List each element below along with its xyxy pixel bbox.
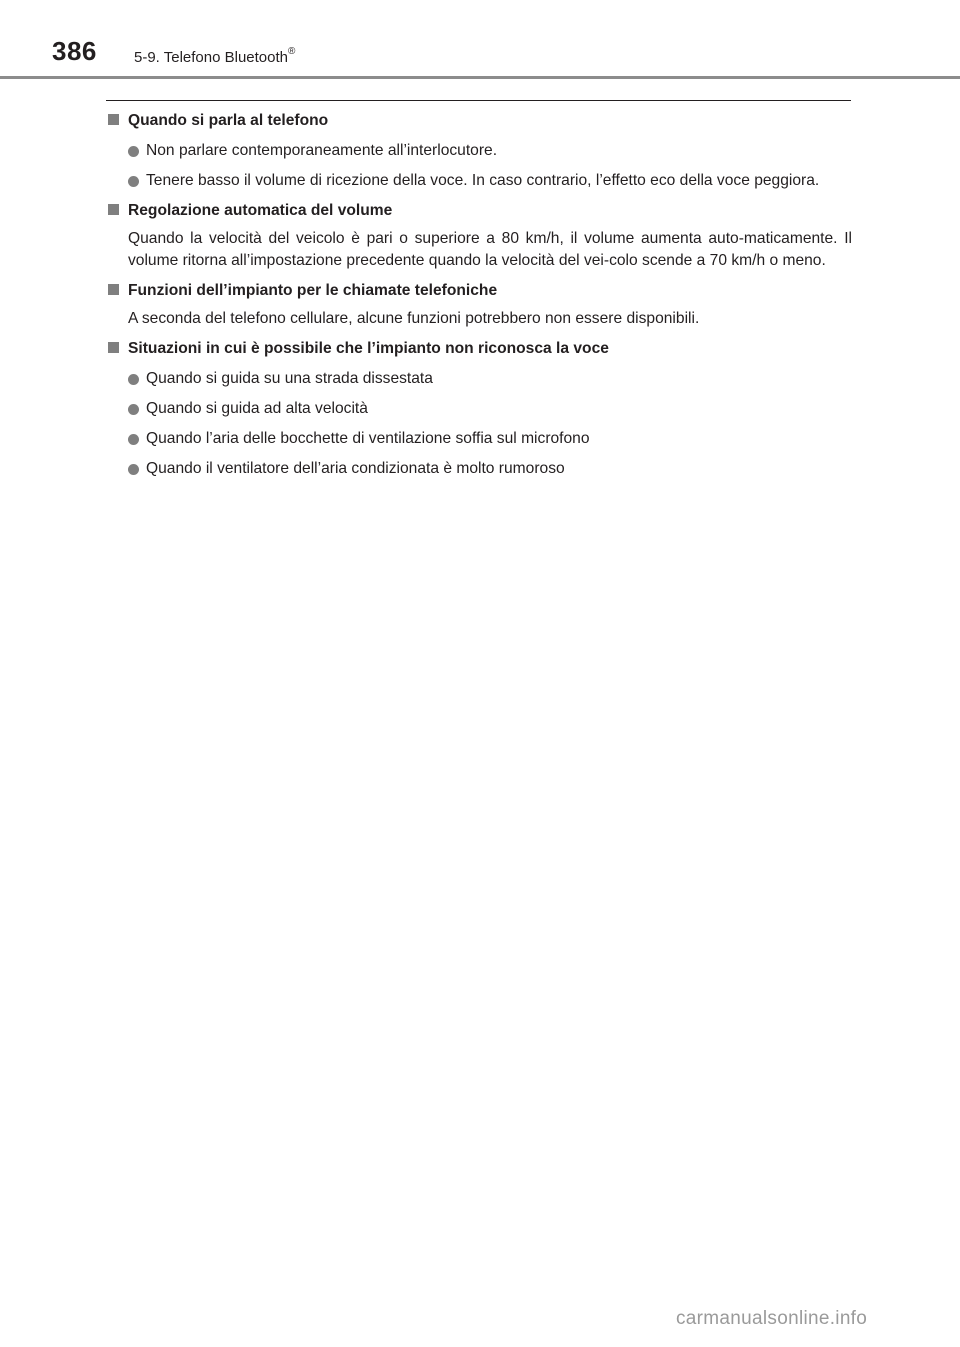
section-heading-text: Regolazione automatica del volume (128, 202, 393, 219)
list-item (108, 398, 852, 420)
section-heading (108, 200, 852, 222)
list-item (108, 368, 852, 390)
dot-bullet-icon (128, 434, 139, 445)
watermark: carmanualsonline.info (676, 1308, 868, 1329)
list-item (108, 428, 852, 450)
square-bullet-icon (108, 284, 119, 295)
list-item-text: Quando il ventilatore dell’aria condizionata è molto rumoroso (146, 460, 565, 477)
registered-mark: ® (288, 46, 296, 57)
section-heading-text: Situazioni in cui è possibile che l’impianto non riconosca la voce (128, 340, 609, 357)
dot-bullet-icon (128, 464, 139, 475)
page-header (0, 0, 960, 80)
list-item-text: Tenere basso il volume di ricezione della voce. In caso contrario, l’effetto eco della voce peggiora. (146, 172, 820, 189)
dot-bullet-icon (128, 176, 139, 187)
list-item (108, 458, 852, 480)
section-heading (108, 280, 852, 302)
list-item-text: Quando l’aria delle bocchette di ventilazione soffia sul microfono (146, 430, 590, 447)
section-paragraph: A seconda del telefono cellulare, alcune funzioni potrebbero non essere disponibili. (128, 310, 700, 327)
section-heading-text: Funzioni dell’impianto per le chiamate telefoniche (128, 282, 498, 299)
section-title (134, 46, 296, 66)
section-title-text: 5-9. Telefono Bluetooth (134, 49, 289, 66)
dot-bullet-icon (128, 146, 139, 157)
list-item-text: Quando si guida ad alta velocità (146, 400, 368, 417)
list-item-text: Non parlare contemporaneamente all’interlocutore. (146, 142, 498, 159)
square-bullet-icon (108, 204, 119, 215)
dot-bullet-icon (128, 374, 139, 385)
section-paragraph: Quando la velocità del veicolo è pari o superiore a 80 km/h, il volume aumenta auto-maticamente. Il volume ritorna all’impostazione precedente quando la velocità del vei-colo scende a 70 km/h o meno. (128, 230, 852, 269)
dot-bullet-icon (128, 404, 139, 415)
list-item (108, 140, 852, 162)
header-rule (0, 76, 960, 79)
section-heading-text: Quando si parla al telefono (128, 112, 329, 129)
square-bullet-icon (108, 114, 119, 125)
section-heading (108, 338, 852, 360)
square-bullet-icon (108, 342, 119, 353)
page-content (108, 110, 852, 480)
section-heading (108, 110, 852, 132)
page-number: 386 (52, 36, 97, 66)
list-item-text: Quando si guida su una strada dissestata (146, 370, 433, 387)
content-rule (106, 100, 851, 101)
list-item (108, 170, 852, 192)
